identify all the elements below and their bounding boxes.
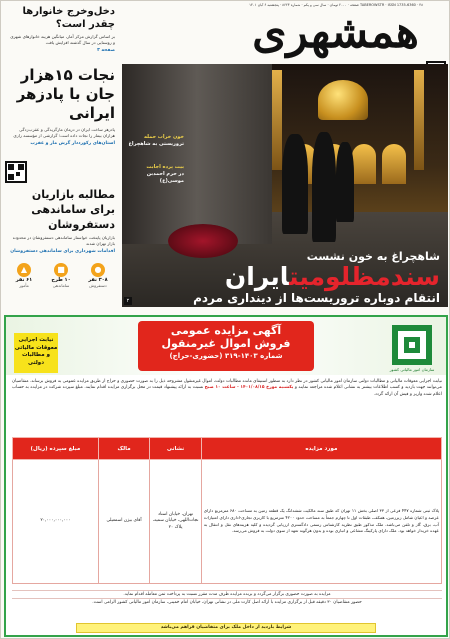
photo-caption-a: خون خراب حمله تروریستی به شاهچراغ bbox=[128, 134, 184, 147]
ad-title-2: فروش اموال غیرمنقول bbox=[161, 337, 291, 350]
ad-bottom-bar: شرایط بازدید از داخل ملک برای متقاضیان فراهم می‌باشد bbox=[76, 623, 376, 633]
left-news-column bbox=[3, 1, 119, 307]
ad-note: حضور متقاضیان ۳۰ دقیقه قبل از برگزاری مزایده با ارائه اصل کارت ملی در نشانی تهران، خیابان امام خمینی، سازمان امور مالیاتی کشور الزامی است. bbox=[12, 598, 442, 606]
story1-title: دخل‌وخرج خانوارها چقدر است؟ bbox=[22, 6, 115, 30]
stat-item: ● ۳۰۸ نفر دستفروش bbox=[88, 265, 108, 288]
main-photo bbox=[122, 64, 448, 307]
stat-item: ■ ۱۰ طرح ساماندهی bbox=[51, 265, 71, 288]
hardhat-icon: ▲ bbox=[17, 263, 31, 277]
headline-sub: انتقام دوباره تروریست‌ها از دینداری مردم bbox=[193, 291, 440, 305]
photo-caption-b: بیت پرده اجابت در حرم احمدبن موسی(ع) bbox=[146, 164, 184, 184]
minaret-left bbox=[272, 70, 282, 170]
auction-advertisement bbox=[4, 315, 448, 637]
ad-notes bbox=[12, 590, 442, 606]
ad-intro-text: نیابت اجرایی معوقات مالیاتی و مطالبات دولتی سازمان امور مالیاتی کشور در نظر دارد به منظور استیفای مانده مطالبات دولت، اموال غیرمنقول مشروحه ذیل را به صورت حضوری و حراج از طریق مزایده عمومی به فروش برساند. متقاضیان می‌توانند جهت بازدید و کسب اطلاعات بیشتر به نشانی اعلام شده مراجعه نمایند و یکشنبه مورخ ۱۴۰۱/۰۸/۱۵ · ساعت ۱۰ صبح نسبت به ارائه پیشنهاد قیمت در محل برگزاری مزایده اقدام نمایند. مبلغ سپرده شرکت در مزایده به حساب اعلام شده واریز و فیش آن ارائه گردد. bbox=[12, 379, 442, 397]
person-silhouette bbox=[312, 132, 336, 242]
col-header-deposit: مبلغ سپرده (ریال) bbox=[13, 438, 99, 460]
ad-note: مزایده به صورت حضوری برگزار می‌گردد و برنده مزایده ظرف مدت مقرر نسبت به پرداخت ثمن معامله اقدام نماید. bbox=[12, 590, 442, 598]
masthead bbox=[119, 9, 425, 67]
col-header-item: مورد مزایده bbox=[201, 438, 441, 460]
tax-organization-emblem-icon bbox=[386, 323, 438, 367]
newspaper-logo: همشهری bbox=[252, 7, 419, 58]
page-number-badge: ۲ bbox=[124, 297, 132, 305]
emblem-caption: سازمان امور مالیاتی کشور bbox=[389, 367, 435, 372]
stone-wall bbox=[122, 64, 272, 244]
headline-kicker: شاهچراغ به خون نشست bbox=[306, 250, 440, 263]
cell-description: پلاک ثبتی شماره ۴۴۷ فرعی از ۳۳ اصلی بخش ۱۱ تهران که طبق سند مالکیت ششدانگ یک قطعه زمین به مساحت ۶۸۰ مترمربع دارای عرصه و اعیان شامل زیرزمین، همکف، طبقات اول تا چهارم جمعاً به مساحت حدود ۴۲۰۰ مترمربع با کاربری تجاری-اداری دارای امتیازات آب، برق، گاز و تلفن می‌باشد. ملک مذکور طبق نظریه کارشناس رسمی دادگستری ارزیابی گردیده و کلیه هزینه‌های نقل و انتقال به عهده خریدار خواهد بود. ملک دارای پارکینگ مشاعی و انباری بوده و بدون هرگونه تعهد از سوی دولت به فروش می‌رسد. bbox=[201, 460, 441, 584]
col-header-address: نشانی bbox=[150, 438, 201, 460]
person-silhouette bbox=[336, 142, 354, 222]
col-header-owner: مالک bbox=[98, 438, 149, 460]
ad-title-1: آگهی مزایده عمومی bbox=[170, 324, 282, 337]
ad-title-box bbox=[138, 321, 314, 371]
stat-item: ▲ ۶۱ نفر مأمور bbox=[15, 265, 33, 288]
story1-body: بر اساس گزارش مرکز آمار، میانگین هزینه خانوارهای شهری و روستایی در سال گذشته افزایش یافت bbox=[10, 34, 115, 45]
cart-icon: ■ bbox=[54, 263, 68, 277]
golden-dome bbox=[318, 80, 368, 120]
minaret-right bbox=[414, 70, 424, 170]
masthead-info-strip: TABEROWSTR · ISSN 1735-6360 · ۴۸ صفحه · ۲۰۰۰ تومان · سال سی و یکم · شماره ۸۶۲۳ · پنجشنبه ۶ آبان ۱۴۰۱ bbox=[249, 3, 423, 7]
auction-table bbox=[12, 437, 442, 584]
stats-row bbox=[7, 263, 115, 288]
story2-link[interactable]: استان‌های رکورددار گزش مار و عقرب bbox=[30, 141, 115, 146]
ad-title-3: شماره ۱۴۰۳-۳۱۹ (حضوری-حراج) bbox=[169, 352, 283, 360]
story3-body: بازاریان پایتخت خواستار ساماندهی دستفروشان در محدوده بازار تهران شدند bbox=[12, 235, 115, 246]
story1-link[interactable]: صفحه ۳ bbox=[97, 48, 115, 53]
cell-owner: آقای بیژن اسمعیلی bbox=[98, 460, 149, 584]
cell-address: تهران، خیابان استاد نجات‌اللهی، خیابان سمیه، پلاک ۲۰ bbox=[150, 460, 201, 584]
person-icon: ● bbox=[91, 263, 105, 277]
story2-body: پادزهر ساخت ایران در درمان مارگزیدگی و عقرب‌زدگی هزاران بیمار را نجات داده است؛ گزارشی از مؤسسه رازی bbox=[13, 127, 115, 138]
headline-main: سندمظلومیتایران bbox=[224, 262, 440, 291]
table-row bbox=[13, 460, 442, 584]
main-headline bbox=[193, 250, 440, 305]
qr-code-icon bbox=[5, 161, 27, 183]
cell-deposit: ۲۰,۰۰۰,۰۰۰,۰۰۰ bbox=[13, 460, 99, 584]
story3-link[interactable]: اقدامات شهرداری برای ساماندهی دستفروشان bbox=[10, 249, 115, 254]
ad-yellow-box: نیابت اجرایی معوقات مالیاتی و مطالبات دولتی bbox=[14, 333, 58, 373]
story2-title: نجات ۱۵هزار جان با پادزهر ایرانی bbox=[16, 66, 115, 122]
story3-title: مطالبه بازاریان برای ساماندهی دستفروشان bbox=[31, 188, 115, 231]
person-silhouette bbox=[282, 134, 308, 234]
